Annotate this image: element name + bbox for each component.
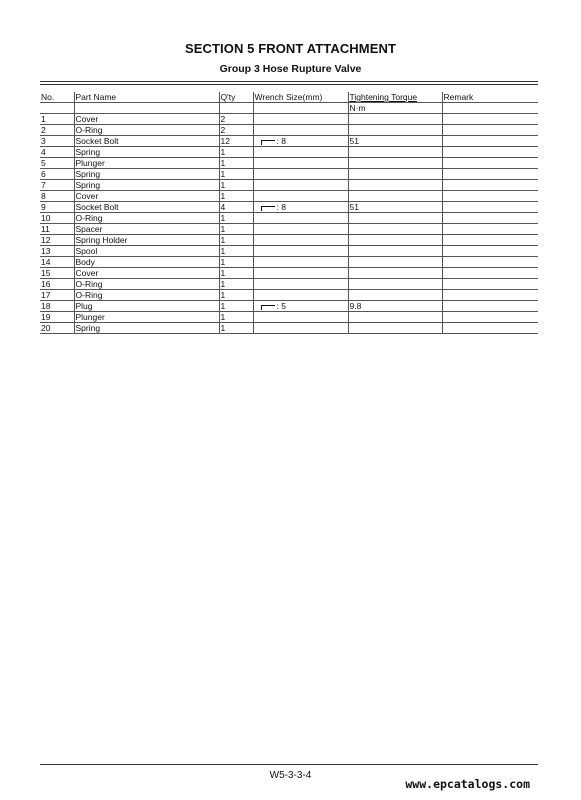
cell-part-name: Cover	[74, 268, 219, 279]
cell-wrench-size	[253, 125, 348, 136]
table-row	[40, 301, 538, 312]
table-row	[40, 323, 538, 334]
cell-part-name: Spacer	[74, 224, 219, 235]
torque-unit: N·m	[348, 103, 442, 114]
cell-qty: 1	[219, 158, 253, 169]
cell-wrench-size	[253, 290, 348, 301]
cell-part-name: Cover	[74, 114, 219, 125]
cell-no: 3	[40, 136, 74, 147]
cell-qty: 1	[219, 246, 253, 257]
cell-no: 17	[40, 290, 74, 301]
cell-torque	[348, 224, 442, 235]
cell-no: 7	[40, 180, 74, 191]
cell-no: 4	[40, 147, 74, 158]
cell-part-name: Spool	[74, 246, 219, 257]
cell-qty: 1	[219, 268, 253, 279]
cell-torque	[348, 268, 442, 279]
cell-no: 9	[40, 202, 74, 213]
cell-no: 6	[40, 169, 74, 180]
cell-no: 16	[40, 279, 74, 290]
cell-remark	[442, 246, 538, 257]
cell-qty: 1	[219, 235, 253, 246]
cell-wrench-size	[253, 257, 348, 268]
cell-remark	[442, 290, 538, 301]
column-header-torque	[348, 92, 442, 103]
cell-torque: 51	[348, 202, 442, 213]
cell-wrench-size	[253, 224, 348, 235]
table-row	[40, 257, 538, 268]
table-row	[40, 290, 538, 301]
footer-divider	[40, 764, 538, 765]
unit-cell-remark	[442, 103, 538, 114]
table-row	[40, 125, 538, 136]
cell-remark	[442, 136, 538, 147]
cell-wrench-size	[253, 169, 348, 180]
table-row	[40, 136, 538, 147]
cell-no: 20	[40, 323, 74, 334]
cell-remark	[442, 257, 538, 268]
cell-qty: 1	[219, 257, 253, 268]
cell-remark	[442, 147, 538, 158]
cell-torque	[348, 290, 442, 301]
cell-torque	[348, 323, 442, 334]
cell-torque	[348, 246, 442, 257]
group-title: Group 3 Hose Rupture Valve	[219, 63, 362, 75]
cell-part-name: O-Ring	[74, 125, 219, 136]
cell-no: 8	[40, 191, 74, 202]
cell-wrench-size	[253, 301, 348, 312]
cell-torque: 9.8	[348, 301, 442, 312]
cell-wrench-size	[253, 180, 348, 191]
table-row	[40, 235, 538, 246]
cell-wrench-size	[253, 268, 348, 279]
cell-part-name: Socket Bolt	[74, 202, 219, 213]
cell-qty: 1	[219, 191, 253, 202]
table-row	[40, 169, 538, 180]
cell-remark	[442, 191, 538, 202]
cell-torque	[348, 279, 442, 290]
cell-remark	[442, 169, 538, 180]
cell-torque	[348, 169, 442, 180]
table-row	[40, 312, 538, 323]
cell-qty: 12	[219, 136, 253, 147]
cell-torque	[348, 191, 442, 202]
cell-remark	[442, 158, 538, 169]
table-row	[40, 180, 538, 191]
table-row	[40, 202, 538, 213]
unit-cell-wrench	[253, 103, 348, 114]
cell-part-name: Cover	[74, 191, 219, 202]
cell-qty: 1	[219, 290, 253, 301]
cell-remark	[442, 301, 538, 312]
cell-qty: 1	[219, 213, 253, 224]
cell-no: 5	[40, 158, 74, 169]
watermark: www.epcatalogs.com	[405, 777, 530, 791]
cell-wrench-size	[253, 114, 348, 125]
cell-torque: 51	[348, 136, 442, 147]
cell-qty: 1	[219, 147, 253, 158]
unit-cell-qty	[219, 103, 253, 114]
parts-table	[40, 92, 538, 334]
page-number: W5-3-3-4	[269, 770, 312, 781]
cell-no: 12	[40, 235, 74, 246]
cell-part-name: Spring Holder	[74, 235, 219, 246]
cell-remark	[442, 279, 538, 290]
parts-table-body	[40, 114, 538, 334]
cell-no: 10	[40, 213, 74, 224]
cell-part-name: Spring	[74, 169, 219, 180]
cell-part-name: Plunger	[74, 312, 219, 323]
cell-no: 2	[40, 125, 74, 136]
cell-wrench-size	[253, 279, 348, 290]
table-row	[40, 268, 538, 279]
column-header-wrench-size: Wrench Size(mm)	[253, 92, 348, 103]
table-unit-row	[40, 103, 538, 114]
cell-no: 15	[40, 268, 74, 279]
cell-no: 11	[40, 224, 74, 235]
unit-cell-no	[40, 103, 74, 114]
cell-remark	[442, 235, 538, 246]
cell-torque	[348, 257, 442, 268]
cell-qty: 2	[219, 114, 253, 125]
cell-qty: 1	[219, 312, 253, 323]
cell-qty: 2	[219, 125, 253, 136]
wrench-size-value: : 5	[276, 301, 286, 311]
hex-key-icon	[261, 304, 275, 310]
cell-qty: 1	[219, 169, 253, 180]
column-header-no: No.	[40, 92, 74, 103]
cell-torque	[348, 312, 442, 323]
hex-key-icon	[261, 205, 275, 211]
cell-remark	[442, 213, 538, 224]
table-row	[40, 191, 538, 202]
cell-torque	[348, 147, 442, 158]
wrench-size-value: : 8	[276, 202, 286, 212]
table-row	[40, 147, 538, 158]
cell-qty: 1	[219, 279, 253, 290]
cell-wrench-size	[253, 202, 348, 213]
cell-wrench-size	[253, 147, 348, 158]
cell-part-name: O-Ring	[74, 279, 219, 290]
cell-part-name: Socket Bolt	[74, 136, 219, 147]
cell-torque	[348, 180, 442, 191]
cell-qty: 4	[219, 202, 253, 213]
cell-wrench-size	[253, 235, 348, 246]
cell-no: 1	[40, 114, 74, 125]
cell-part-name: Body	[74, 257, 219, 268]
cell-wrench-size	[253, 136, 348, 147]
cell-torque	[348, 114, 442, 125]
cell-remark	[442, 125, 538, 136]
cell-remark	[442, 268, 538, 279]
cell-qty: 1	[219, 180, 253, 191]
cell-part-name: Spring	[74, 180, 219, 191]
torque-label: Tightening Torque	[349, 92, 418, 102]
cell-remark	[442, 114, 538, 125]
cell-no: 13	[40, 246, 74, 257]
cell-wrench-size	[253, 191, 348, 202]
cell-remark	[442, 312, 538, 323]
cell-no: 14	[40, 257, 74, 268]
cell-part-name: Plunger	[74, 158, 219, 169]
cell-wrench-size	[253, 246, 348, 257]
table-row	[40, 279, 538, 290]
cell-qty: 1	[219, 224, 253, 235]
table-row	[40, 114, 538, 125]
table-row	[40, 246, 538, 257]
cell-remark	[442, 224, 538, 235]
unit-cell-part-name	[74, 103, 219, 114]
cell-no: 18	[40, 301, 74, 312]
cell-part-name: Spring	[74, 323, 219, 334]
section-title: SECTION 5 FRONT ATTACHMENT	[184, 41, 397, 56]
table-row	[40, 224, 538, 235]
cell-remark	[442, 323, 538, 334]
cell-wrench-size	[253, 158, 348, 169]
cell-wrench-size	[253, 323, 348, 334]
table-header-row	[40, 92, 538, 103]
column-header-qty: Q'ty	[219, 92, 253, 103]
table-row	[40, 213, 538, 224]
cell-torque	[348, 235, 442, 246]
table-row	[40, 158, 538, 169]
cell-no: 19	[40, 312, 74, 323]
cell-qty: 1	[219, 301, 253, 312]
header-divider	[40, 81, 538, 85]
cell-wrench-size	[253, 312, 348, 323]
column-header-part-name: Part Name	[74, 92, 219, 103]
cell-torque	[348, 213, 442, 224]
column-header-remark: Remark	[442, 92, 538, 103]
cell-torque	[348, 125, 442, 136]
cell-remark	[442, 202, 538, 213]
cell-remark	[442, 180, 538, 191]
cell-torque	[348, 158, 442, 169]
hex-key-icon	[261, 139, 275, 145]
cell-wrench-size	[253, 213, 348, 224]
cell-part-name: O-Ring	[74, 290, 219, 301]
cell-part-name: Plug	[74, 301, 219, 312]
wrench-size-value: : 8	[276, 136, 286, 146]
cell-qty: 1	[219, 323, 253, 334]
cell-part-name: Spring	[74, 147, 219, 158]
cell-part-name: O-Ring	[74, 213, 219, 224]
